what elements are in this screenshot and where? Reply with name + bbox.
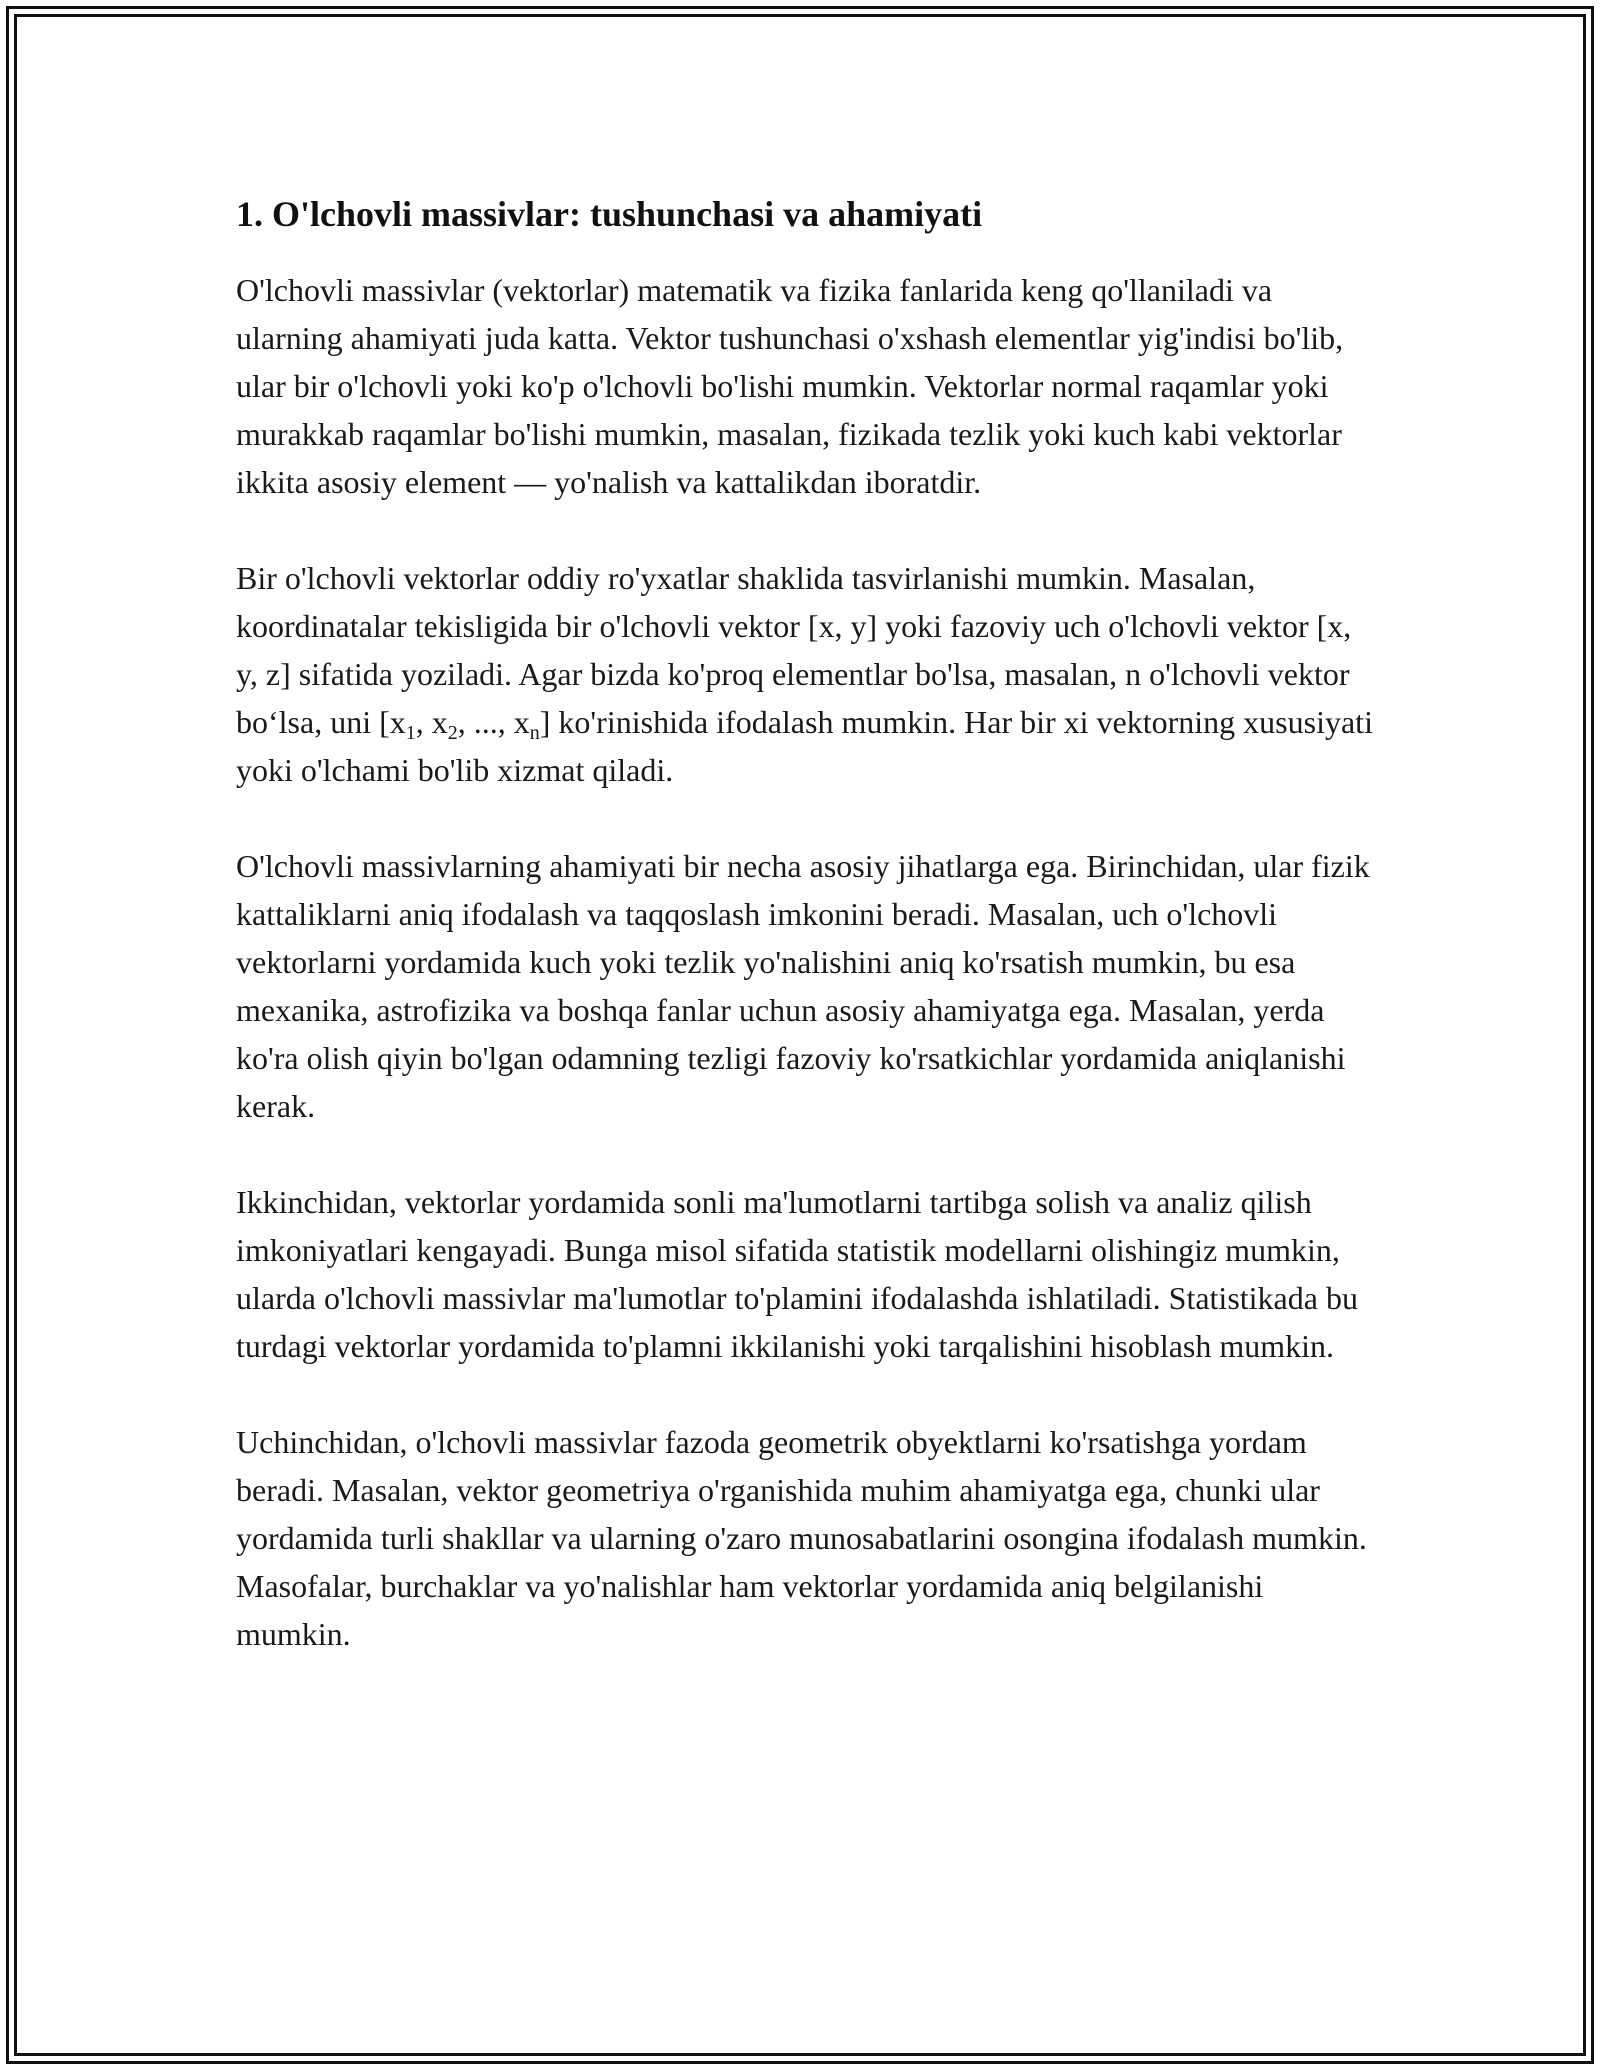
formula-x2: x [431,704,448,740]
paragraph-third-point: Uchinchidan, o'lchovli massivlar fazoda geometrik obyektlarni ko'rsatishga yordam beradi. Masalan, vektor geometriya o'rganishida muhim ahamiyatga ega, chunki ular yordamida turli shakllar va ularning o'zaro munosabatlarini osongina ifodalash mumkin. Masofalar, burchaklar va yo'nalishlar ham vektorlar yordamida aniq belgilanishi mumkin. [236,1424,1367,1652]
vector-formula [379,704,551,744]
formula-xn-subscript: n [529,722,540,744]
paragraph-importance: O'lchovli massivlarning ahamiyati bir necha asosiy jihatlarga ega. Birinchidan, ular fizik kattaliklarni aniq ifodalash va taqqoslash imkonini beradi. Masalan, uch o'lchovli vektorlarni yordamida kuch yoki tezlik yo'nalishini aniq ko'rsatish mumkin, bu esa mexanika, astrofizika va boshqa fanlar uchun asosiy ahamiyatga ega. Masalan, yerda ko'ra olish qiyin bo'lgan odamning tezligi fazoviy ko'rsatkichlar yordamida aniqlanishi kerak. [236,848,1370,1124]
paragraph-definition: O'lchovli massivlar (vektorlar) matematik va fizika fanlarida keng qo'llaniladi va ularning ahamiyati juda katta. Vektor tushunchasi o'xshash elementlar yig'indisi bo'lib, ular bir o'lchovli yoki ko'p o'lchovli bo'lishi mumkin. Vektorlar normal raqamlar yoki murakkab raqamlar bo'lishi mumkin, masalan, fizikada tezlik yoki kuch kabi vektorlar ikkita asosiy element — yo'nalish va kattalikdan iboratdir. [236,272,1344,500]
paragraph-second-point: Ikkinchidan, vektorlar yordamida sonli ma'lumotlarni tartibga solish va analiz qilish imkoniyatlari kengayadi. Bunga misol sifatida statistik modellarni olishingiz mumkin, ularda o'lchovli massivlar ma'lumotlar to'plamini ifodalashda ishlatiladi. Statistikada bu turdagi vektorlar yordamida to'plamni ikkilanishi yoki tarqalishini hisoblash mumkin. [236,1184,1358,1364]
paragraph-text-before-formula: Bir o'lchovli vektorlar oddiy ro'yxatlar shaklida tasvirlanishi mumkin. Masalan, koordinatalar tekisligida bir o'lchovli vektor [x, y] yoki fazoviy uch o'lchovli vektor [x, y, z] sifatida yoziladi. Agar bizda ko'proq elementlar bo'lsa, masalan, n o'lchovli vektor bo‘lsa, uni [236,560,1352,740]
formula-xn: x [513,704,530,740]
formula-x2-subscript: 2 [447,722,458,744]
formula-x1: x [389,704,406,740]
formula-bracket-open: [ [379,704,390,740]
formula-separator: , [415,704,432,740]
formula-ellipsis: , ..., [457,704,514,740]
document-page [236,186,1376,1706]
section-heading: 1. O'lchovli massivlar: tushunchasi va ahamiyati [236,194,983,234]
formula-x1-subscript: 1 [405,722,416,744]
paragraph-one-dimensional [236,554,1376,794]
formula-bracket-close: ] [539,704,551,740]
paragraph-text-after-formula: ko'rinishida ifodalash mumkin. Har bir xi vektorning xususiyati yoki o'lchami bo'lib xizmat qiladi. [236,704,1373,788]
